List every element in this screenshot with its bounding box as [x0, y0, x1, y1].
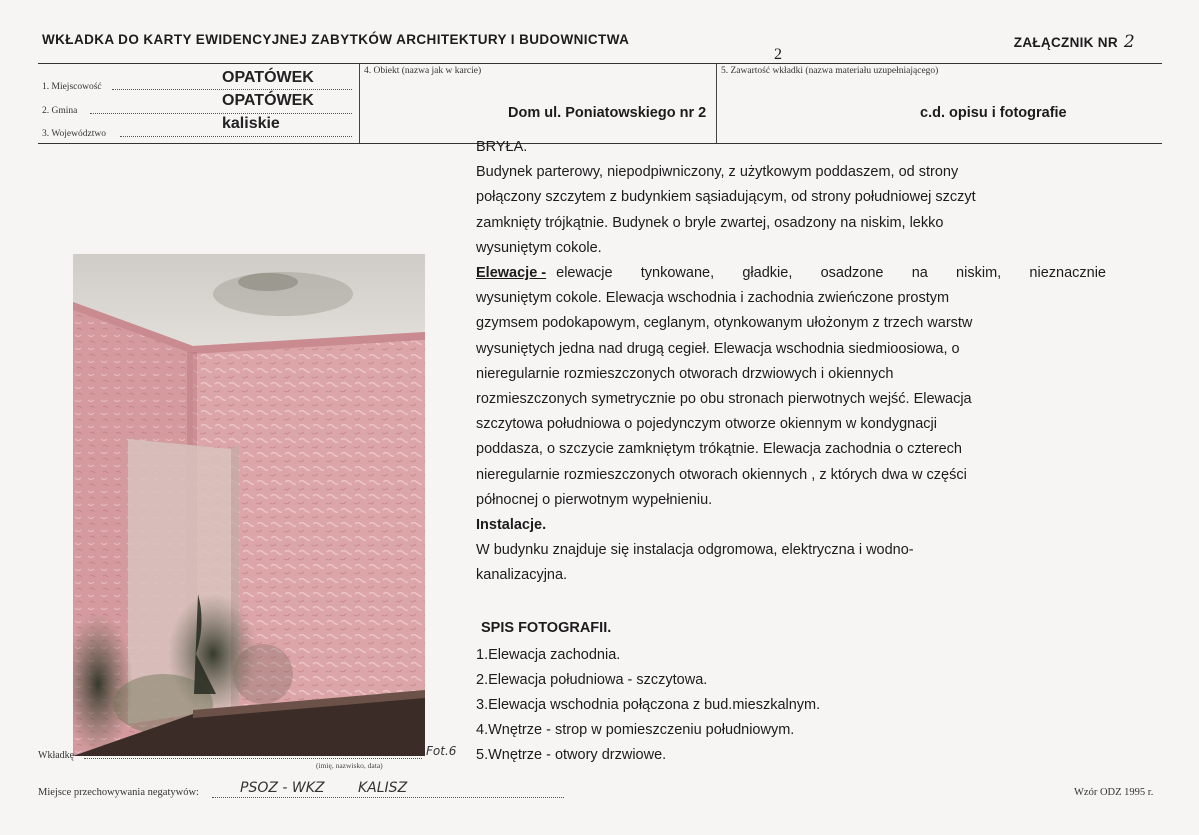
photo-list-item: 4.Wnętrze - strop w pomieszczeniu południowym. — [476, 722, 795, 738]
photo-list-item: 3.Elewacja wschodnia połączona z bud.mieszkalnym. — [476, 697, 821, 713]
photo-list-item: 1.Elewacja zachodnia. — [476, 647, 621, 663]
annex-label-group — [1014, 32, 1135, 52]
instalacje-line: W budynku znajduje się instalacja odgromowa, elektryczna i wodno- — [476, 542, 914, 559]
elewacje-first-line — [476, 261, 1106, 286]
bryla-line: Budynek parterowy, niepodpiwniczony, z użytkowym poddaszem, od strony — [476, 164, 959, 181]
photo-list-heading: SPIS FOTOGRAFII. — [481, 620, 612, 636]
voivodeship-label: 3. Województwo — [42, 129, 106, 139]
elewacje-line: północnej o pierwotnym wypełnieniu. — [476, 491, 713, 508]
locality-value: OPATÓWEK — [222, 69, 314, 86]
page-number: 2 — [774, 46, 782, 63]
object-value: Dom ul. Poniatowskiego nr 2 — [508, 105, 707, 121]
interior-photo — [73, 254, 425, 756]
elewacje-heading: Elewacje - — [476, 265, 547, 282]
bryla-line: zamknięty trójkątnie. Budynek o bryle zwartej, osadzony na niskim, lekko — [476, 214, 944, 231]
elewacje-line: nieregularnie rozmieszczonych otworach okiennych , z których dwa w części — [476, 466, 967, 483]
negatives-label: Miejsce przechowywania negatywów: — [38, 787, 199, 798]
object-label: 4. Obiekt (nazwa jak w karcie) — [364, 66, 482, 76]
content-value: c.d. opisu i fotografie — [920, 105, 1067, 121]
bryla-heading: BRYŁA. — [476, 139, 528, 155]
negatives-dotline — [212, 797, 564, 798]
elewacje-line: rozmieszczonych symetrycznie po obu stronach pierwotnych wejść. Elewacja — [476, 391, 972, 408]
commune-dotline — [90, 113, 352, 114]
content-label: 5. Zawartość wkładki (nazwa materiału uzupełniającego) — [721, 66, 939, 76]
header-top-rule — [38, 63, 1162, 64]
voivodeship-value: kaliskie — [222, 115, 280, 132]
signature-dotline — [84, 758, 422, 759]
elewacje-line: szczytowa południowa o pojedynczym otworze okiennym w kondygnacji — [476, 416, 938, 433]
voivodeship-dotline — [120, 136, 352, 137]
field-divider-2 — [716, 64, 717, 143]
elewacje-line: gzymsem podokapowym, ceglanym, otynkowanym ułożonym z trzech warstw — [476, 315, 973, 332]
commune-value: OPATÓWEK — [222, 92, 314, 109]
field-divider-1 — [359, 64, 360, 143]
bryla-line: połączony szczytem z budynkiem sąsiadującym, od strony południowej szczyt — [476, 189, 976, 206]
bryla-line: wysuniętym cokole. — [476, 239, 602, 256]
description-body — [476, 135, 1106, 589]
elewacje-line: wysuniętym cokole. Elewacja wschodnia i zachodnia zwieńczone prostym — [476, 290, 950, 307]
photo-caption: Fot.6 — [426, 744, 457, 758]
instalacje-line: kanalizacyjna. — [476, 567, 568, 584]
annex-label: ZAŁĄCZNIK NR — [1013, 35, 1118, 50]
locality-dotline — [112, 89, 352, 90]
annex-number: 2 — [1123, 32, 1135, 52]
photo-list-item: 2.Elewacja południowa - szczytowa. — [476, 672, 708, 688]
photo-list-item: 5.Wnętrze - otwory drzwiowe. — [476, 747, 667, 763]
commune-label: 2. Gmina — [42, 106, 78, 116]
elewacje-line: wysuniętych jedna nad drugą cegieł. Elewacja wschodnia siedmioosiowa, o — [476, 340, 960, 357]
signature-caption: (imię, nazwisko, data) — [316, 761, 383, 770]
negatives-city: KALISZ — [358, 780, 408, 796]
interior-photo-drawing — [73, 254, 425, 756]
insert-label: Wkładkę — [38, 750, 75, 761]
form-title: WKŁADKA DO KARTY EWIDENCYJNEJ ZABYTKÓW ARCHITEKTURY I BUDOWNICTWA — [42, 32, 630, 47]
elewacje-line: nieregularnie rozmieszczonych otworach drzwiowych i okiennych — [476, 365, 894, 382]
locality-label: 1. Miejscowość — [42, 82, 102, 92]
form-code: Wzór ODZ 1995 r. — [1074, 787, 1154, 798]
elewacje-line: elewacje tynkowane, gładkie, osadzone na niskim, nieznacznie — [556, 265, 1106, 282]
negatives-value: PSOZ - WKZ — [240, 780, 325, 796]
photo-list — [476, 643, 820, 768]
elewacje-line: poddasza, o szczycie zamkniętym trókątnie. Elewacja zachodnia o czterech — [476, 441, 962, 458]
instalacje-heading: Instalacje. — [476, 517, 547, 534]
